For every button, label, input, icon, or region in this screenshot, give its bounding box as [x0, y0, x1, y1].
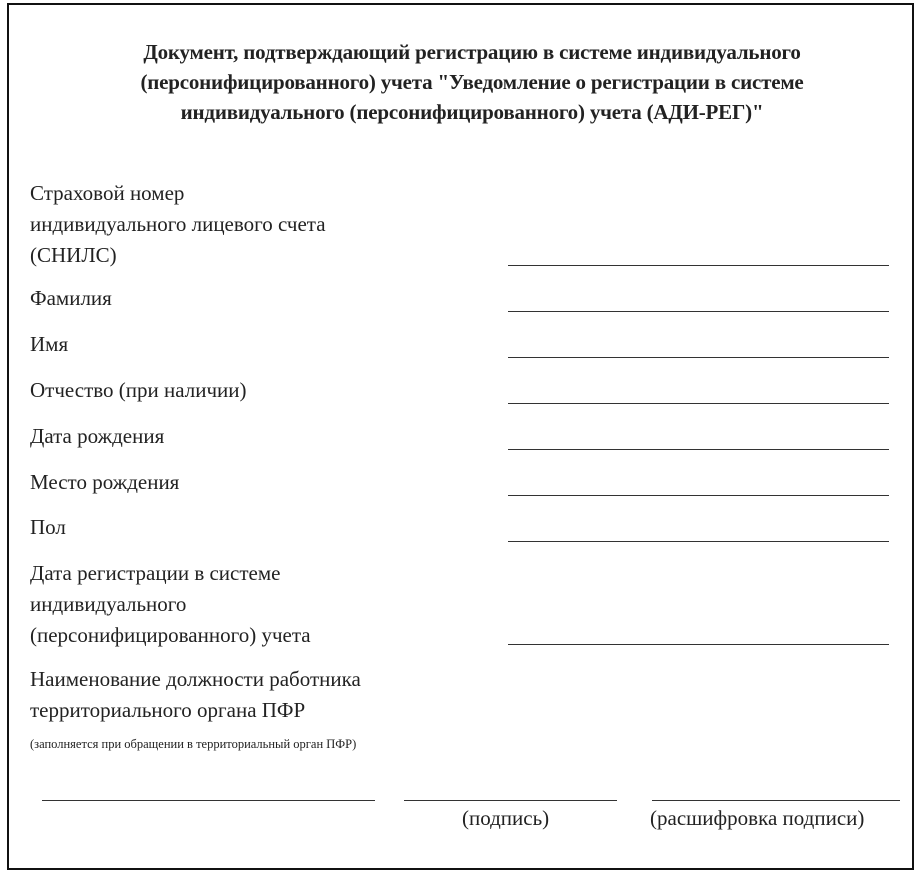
- signature-decoding-line[interactable]: [652, 800, 900, 801]
- registration-date-field-line[interactable]: [508, 644, 889, 645]
- birth-date-field-line[interactable]: [508, 449, 889, 450]
- document-title: [40, 37, 904, 127]
- snils-label: [30, 178, 326, 271]
- label-line: Страховой номер: [30, 181, 185, 205]
- label-line: территориального органа ПФР: [30, 698, 306, 722]
- label-line: (персонифицированного) учета: [30, 623, 311, 647]
- title-line: (персонифицированного) учета "Уведомление о регистрации в системе: [140, 70, 804, 94]
- name-label: Имя: [30, 332, 69, 356]
- surname-field-line[interactable]: [508, 311, 889, 312]
- signature-decoding-caption: (расшифровка подписи): [650, 806, 865, 830]
- position-label: [30, 664, 361, 726]
- label-line: Наименование должности работника: [30, 667, 361, 691]
- registration-date-label: [30, 558, 311, 651]
- snils-field-line[interactable]: [508, 265, 889, 266]
- sex-label: Пол: [30, 515, 66, 539]
- title-line: индивидуального (персонифицированного) учета (АДИ-РЕГ)": [180, 100, 764, 124]
- label-line: индивидуального лицевого счета: [30, 212, 326, 236]
- title-line: Документ, подтверждающий регистрацию в системе индивидуального: [143, 40, 801, 64]
- signature-line[interactable]: [404, 800, 617, 801]
- fill-note: (заполняется при обращении в территориальный орган ПФР): [30, 737, 357, 751]
- label-line: индивидуального: [30, 592, 187, 616]
- name-field-line[interactable]: [508, 357, 889, 358]
- label-line: Дата регистрации в системе: [30, 561, 281, 585]
- patronymic-field-line[interactable]: [508, 403, 889, 404]
- birth-place-field-line[interactable]: [508, 495, 889, 496]
- surname-label: Фамилия: [30, 286, 112, 310]
- sex-field-line[interactable]: [508, 541, 889, 542]
- birth-date-label: Дата рождения: [30, 424, 165, 448]
- signature-caption: (подпись): [462, 806, 550, 830]
- birth-place-label: Место рождения: [30, 470, 180, 494]
- position-signature-line[interactable]: [42, 800, 375, 801]
- label-line: (СНИЛС): [30, 243, 117, 267]
- patronymic-label: Отчество (при наличии): [30, 378, 247, 402]
